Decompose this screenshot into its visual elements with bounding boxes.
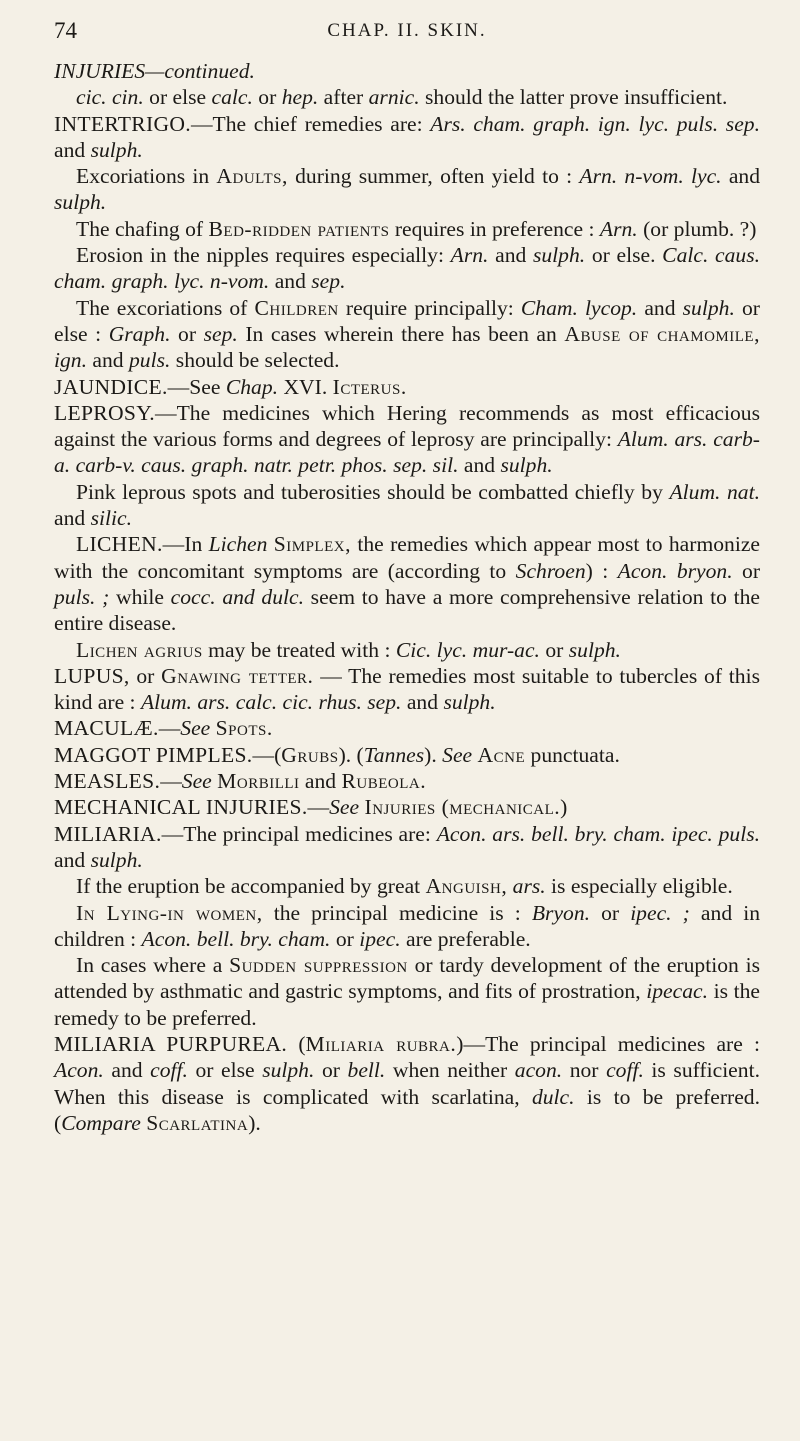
text-run: and (103, 1058, 151, 1083)
text-run: when neither (385, 1058, 515, 1083)
text-run: ). ( (338, 742, 364, 767)
text-run: coff. (606, 1058, 644, 1083)
text-run: acon. (514, 1058, 563, 1083)
text-run: may be treated with : (202, 637, 396, 662)
text-run: sulph. (682, 295, 735, 320)
text-run: Acne (477, 742, 526, 767)
text-run: Alum. nat. (669, 479, 760, 504)
text-run: Simplex, (273, 532, 351, 557)
text-run: Adults, (216, 164, 288, 189)
text-run: dulc. (531, 1084, 575, 1109)
entry-heading: MILIARIA PURPUREA. (54, 1031, 288, 1056)
text-run: or else. (585, 243, 663, 268)
text-run: sulph. (262, 1058, 315, 1083)
text-run: Arn. n-vom. lyc. (579, 164, 722, 189)
text-run: XVI. (278, 374, 333, 399)
text-run: Acon. bell. bry. cham. (141, 926, 331, 951)
text-run: is to be preferred. ( (54, 1084, 760, 1135)
text-run: — The remedies most suitable to tubercles of this kind are : (54, 663, 760, 715)
text-run: Ars. cham. graph. ign. lyc. puls. sep. (430, 111, 760, 136)
text-run: ( (287, 1031, 306, 1056)
text-run: requires in preference : (389, 216, 600, 241)
entry-heading: MEASLES. (54, 769, 161, 794)
text-run: sulph. (568, 637, 621, 662)
text-run: the remedies which appear most to harmonize with the concomitant symptoms are (according to (54, 532, 761, 583)
text-run: Arn. (599, 216, 638, 241)
paragraph (54, 742, 760, 768)
text-run: coff. (150, 1058, 188, 1083)
text-run: puls. (128, 348, 171, 373)
text-run: should be selected. (170, 348, 340, 373)
paragraph (54, 715, 760, 741)
text-run: Abuse of chamomile, (564, 321, 760, 346)
text-run: (or plumb. ?) (637, 216, 757, 241)
text-run: ars. (512, 874, 546, 899)
text-run: INJURIES—continued. (54, 59, 255, 83)
text-run: puls. ; (54, 584, 110, 609)
text-run: cocc. and dulc. (170, 584, 304, 609)
text-run: and (637, 295, 683, 320)
text-run: or (129, 663, 162, 688)
text-run: or else (187, 1058, 263, 1083)
text-run: Alum. ars. calc. cic. rhus. sep. (140, 690, 402, 715)
text-run: Lichen agrius (76, 637, 203, 662)
paragraph (54, 663, 760, 716)
paragraph (54, 952, 760, 1031)
paragraph (54, 295, 760, 374)
text-run: calc. (211, 85, 253, 110)
text-run: — (158, 716, 181, 741)
text-run: and (54, 847, 91, 872)
text-run: —The chief remedies are: (190, 111, 431, 136)
text-run: Chap. (225, 374, 279, 399)
text-run: Morbilli (217, 769, 300, 794)
text-run: should the latter prove insufficient. (419, 85, 728, 110)
paragraph (54, 58, 760, 84)
paragraph (54, 794, 760, 820)
text-run: and (54, 506, 91, 531)
text-run: after (318, 85, 369, 110)
text-run: and (721, 164, 760, 189)
text-run: nor (562, 1058, 607, 1083)
text-run: Anguish, (425, 874, 508, 899)
paragraph (54, 374, 760, 400)
paragraph (54, 900, 760, 953)
text-run: Arn. (450, 243, 489, 268)
text-run: and (401, 690, 444, 715)
text-run: Pink leprous spots and tuberosities should be combatted chiefly by (76, 479, 670, 504)
text-run: or tardy development of the eruption is attended by asthmatic and gastric symptoms, and fits of prostration, (54, 953, 760, 1004)
text-run: cic. cin. (76, 85, 144, 110)
text-run: and in children : (54, 900, 760, 951)
text-run: Children (254, 295, 339, 320)
entry-heading: MECHANICAL INJURIES. (54, 795, 308, 820)
text-run: sulph. (500, 453, 553, 478)
paragraph (54, 531, 760, 636)
text-run: while (109, 584, 171, 609)
text-run: Sudden suppression (229, 953, 408, 978)
text-run: In cases where a (76, 953, 230, 978)
text-run: seem to have a more comprehensive relation to the entire disease. (54, 584, 760, 636)
text-run: Cham. lycop. (520, 295, 638, 320)
text-run: sulph. (90, 847, 143, 872)
running-head: CHAP. II. SKIN. (327, 20, 487, 41)
text-run: or else : (54, 295, 760, 346)
text-run: Injuries (mechanical.) (364, 795, 568, 820)
text-run: or else (143, 85, 212, 110)
text-run: ipec. ; (630, 900, 690, 925)
text-run: Spots. (215, 716, 273, 741)
text-run: —In (162, 532, 209, 557)
paragraph (54, 873, 760, 899)
paragraph (54, 111, 760, 164)
text-run: Alum. ars. carb-a. carb-v. caus. graph. natr. petr. phos. sep. sil. (54, 427, 760, 478)
text-run: Graph. (108, 321, 171, 346)
text-run: Erosion in the nipples requires especially: (76, 243, 451, 268)
paragraph (54, 637, 760, 663)
text-run: ). (424, 742, 443, 767)
text-run: Acon. (54, 1058, 104, 1083)
text-run: hep. (281, 85, 319, 110)
text-run: )—The principal medicines are : (456, 1031, 761, 1056)
paragraph (54, 479, 760, 532)
text-run: In cases wherein there has been an (237, 321, 565, 346)
entry-heading: LUPUS, (54, 663, 130, 688)
paragraph (54, 768, 760, 794)
text-run: ). (248, 1110, 261, 1135)
entry-heading: INTERTRIGO. (54, 111, 191, 136)
text-run: during summer, often yield to : (287, 164, 580, 189)
text-run: Scarlatina (146, 1110, 249, 1135)
entry-heading: LEPROSY. (54, 400, 156, 425)
text-run: sep. (203, 321, 238, 346)
text-run: ipecac. (646, 979, 708, 1004)
text-run: the principal medicine is : (262, 900, 532, 925)
text-run: is especially eligible. (545, 874, 733, 899)
text-run: and (458, 453, 501, 478)
paragraph (54, 163, 760, 216)
text-run: — (307, 795, 330, 820)
text-run: or (590, 900, 631, 925)
text-run: is the remedy to be preferred. (54, 979, 760, 1030)
text-run: and (87, 348, 129, 373)
text-run: arnic. (368, 85, 420, 110)
paragraph (54, 216, 760, 242)
text-run: or (314, 1058, 348, 1083)
text-run: Miliaria rubra. (305, 1031, 457, 1056)
text-run: require principally: (338, 295, 521, 320)
text-run: — (160, 769, 182, 794)
paragraph (54, 1031, 760, 1136)
text-run: Excoriations in (76, 164, 217, 189)
entry-heading: MAGGOT PIMPLES. (54, 742, 253, 767)
entry-heading: MACULÆ. (54, 716, 159, 741)
entry-heading: MILIARIA. (54, 821, 162, 846)
text-run: or (170, 321, 204, 346)
entry-heading: JAUNDICE. (54, 374, 168, 399)
paragraph (54, 400, 760, 479)
text-run: or (330, 926, 360, 951)
text-run: or (539, 637, 569, 662)
text-run: If the eruption be accompanied by great (76, 874, 426, 899)
text-run: Lichen (208, 532, 268, 557)
text-run: Rubeola. (341, 769, 427, 794)
text-run: —The medicines which Hering recommends as most efficacious against the various forms and degrees of leprosy are principally: (54, 400, 760, 452)
text-run: Bryon. (531, 900, 591, 925)
text-run: sulph. (532, 243, 586, 268)
text-run: Compare (61, 1110, 141, 1135)
text-run: ipec. (359, 926, 401, 951)
text-run: and (54, 137, 91, 162)
text-run: See (442, 742, 473, 767)
text-run: In Lying-in women, (76, 900, 263, 925)
text-run: See (181, 769, 212, 794)
text-run: Cic. lyc. mur-ac. (395, 637, 540, 662)
text-run: See (329, 795, 360, 820)
text-run: are preferable. (400, 926, 531, 951)
text-run: —The principal medicines are: (161, 821, 437, 846)
text-run: Schroen (515, 558, 586, 583)
text-run: Tannes (363, 742, 425, 767)
text-run: or (732, 558, 761, 583)
text-run: Gnawing tetter. (161, 663, 314, 688)
text-run: sulph. (54, 190, 107, 215)
paragraph (54, 821, 760, 874)
page-number: 74 (54, 18, 77, 43)
text-run: punctuata. (525, 742, 620, 767)
text-run: Grubs (281, 742, 339, 767)
text-run: and (269, 269, 312, 294)
text-run: Acon. ars. bell. bry. cham. ipec. puls. (436, 821, 760, 846)
text-run: silic. (90, 506, 132, 531)
text-run: —See (167, 374, 226, 399)
text-run: ign. (54, 348, 87, 373)
text-run: Bed-ridden patients (208, 216, 390, 241)
text-run: The chafing of (76, 216, 209, 241)
text-run: or (252, 85, 282, 110)
text-run: is sufficient. When this disease is complicated with scarlatina, (54, 1058, 760, 1109)
text-run: and (299, 769, 342, 794)
page-header (54, 18, 760, 58)
text-run: See (180, 716, 211, 741)
page-body (54, 58, 760, 1136)
text-run: sulph. (443, 690, 496, 715)
paragraph (54, 84, 760, 110)
text-run: The excoriations of (76, 295, 255, 320)
text-run: Acon. bryon. (617, 558, 733, 583)
text-run: —( (252, 742, 282, 767)
text-run: Calc. caus. cham. graph. lyc. n-vom. (54, 243, 761, 294)
entry-heading: LICHEN. (76, 532, 163, 557)
text-run: ) : (585, 558, 618, 583)
text-run: and (488, 243, 533, 268)
text-run: sulph. (90, 137, 143, 162)
text-run: bell. (347, 1058, 386, 1083)
text-run: sep. (311, 269, 346, 294)
text-run: Icterus. (332, 374, 407, 399)
paragraph (54, 242, 760, 295)
